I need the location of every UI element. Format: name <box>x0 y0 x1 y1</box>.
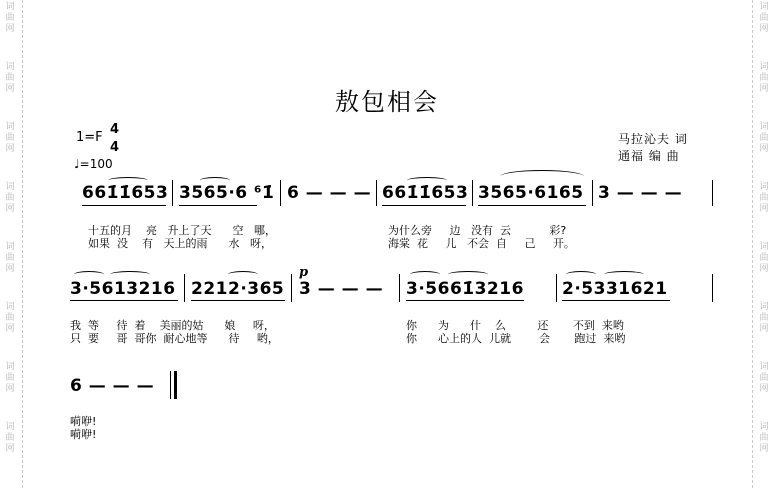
barline <box>472 180 473 206</box>
composer-credit: 通福 编 曲 <box>618 149 680 163</box>
lyric-line: 只 要 哥 哥你 耐心地等 待 哟， <box>70 332 279 345</box>
right-margin-rule <box>752 0 753 488</box>
barline <box>399 274 400 302</box>
beam <box>179 205 257 206</box>
barline <box>280 180 281 206</box>
slur <box>604 271 644 278</box>
notation-measure: 6 — — — <box>70 376 155 396</box>
lyric-line: 嗬咿! <box>70 428 97 441</box>
beam <box>82 205 166 206</box>
barline <box>172 180 173 206</box>
beam <box>478 205 586 206</box>
notation-measure: 3 — — — <box>598 183 683 203</box>
barline <box>291 274 292 302</box>
tempo-marking: ♩=100 <box>74 157 113 171</box>
lyricist-credit: 马拉沁夫 词 <box>618 132 688 146</box>
slur <box>566 271 596 278</box>
barline <box>376 180 377 206</box>
watermark: 词 曲 网 <box>759 62 769 94</box>
lyric-line: 我 等 待 着 美丽的姑 娘 呀， <box>70 319 275 332</box>
watermark: 词 曲 网 <box>759 302 769 334</box>
watermark: 词 曲 网 <box>5 62 15 94</box>
slur <box>110 271 150 278</box>
beam <box>191 300 285 301</box>
barline <box>592 180 593 206</box>
watermark: 词 曲 网 <box>759 2 769 34</box>
left-margin-rule <box>22 0 23 488</box>
notation-measure: 3 — — — <box>299 279 384 299</box>
watermark: 词 曲 网 <box>5 2 15 34</box>
lyric-line: 为什么旁 边 没有 云 彩? <box>388 224 567 237</box>
slur <box>108 177 148 184</box>
watermark: 词 曲 网 <box>5 362 15 394</box>
notation-measure: 3565·6165 <box>478 183 584 203</box>
notation-measure: 3·5661̇3216 <box>406 279 524 299</box>
lyric-line: 十五的月 亮 升上了天 空 哪， <box>88 224 276 237</box>
notation-measure: 6 — — — <box>287 183 372 203</box>
time-signature: 4 4 <box>110 122 120 155</box>
watermark: 词 曲 网 <box>5 242 15 274</box>
dynamic-marking: p <box>299 265 309 280</box>
watermark: 词 曲 网 <box>5 422 15 454</box>
slur <box>74 271 104 278</box>
watermark: 词 曲 网 <box>5 182 15 214</box>
beam <box>406 300 524 301</box>
lyric-line: 嗬咿! <box>70 415 97 428</box>
notation-measure: 2212·365 <box>191 279 285 299</box>
repeat-end-barline <box>170 371 171 399</box>
beam <box>70 300 178 301</box>
slur <box>410 271 440 278</box>
key-signature: 1=F <box>76 130 103 145</box>
barline <box>712 274 713 302</box>
slur <box>500 170 584 183</box>
barline <box>712 180 713 206</box>
beam <box>382 205 466 206</box>
lyric-line: 如果 没 有 天上的雨 水 呀， <box>88 237 272 250</box>
notation-measure: 661̇1̇653 <box>382 183 469 203</box>
barline <box>556 274 557 302</box>
beam <box>562 300 670 301</box>
watermark: 词 曲 网 <box>759 182 769 214</box>
notation-measure: 2·5331621 <box>562 279 668 299</box>
watermark: 词 曲 网 <box>759 422 769 454</box>
notation-measure: 3565·6 ⁶1̇ <box>179 183 275 203</box>
watermark: 词 曲 网 <box>759 362 769 394</box>
notation-measure: 661̇1̇653 <box>82 183 169 203</box>
watermark: 词 曲 网 <box>5 302 15 334</box>
slur <box>200 177 230 184</box>
watermark: 词 曲 网 <box>759 122 769 154</box>
barline <box>184 274 185 302</box>
watermark: 词 曲 网 <box>5 122 15 154</box>
notation-measure: 3·5613216 <box>70 279 176 299</box>
lyric-line: 你 心上的人 儿就 会 跑过 来哟 <box>406 332 626 345</box>
lyric-line: 海棠 花 儿 不会 自 己 开。 <box>388 237 575 250</box>
watermark: 词 曲 网 <box>759 242 769 274</box>
slur <box>228 271 258 278</box>
lyric-line: 你 为 什 么 还 不到 来哟 <box>406 319 624 332</box>
slur <box>407 177 447 184</box>
song-title: 敖包相会 <box>335 88 439 116</box>
slur <box>448 271 488 278</box>
repeat-end-barline <box>174 371 177 399</box>
